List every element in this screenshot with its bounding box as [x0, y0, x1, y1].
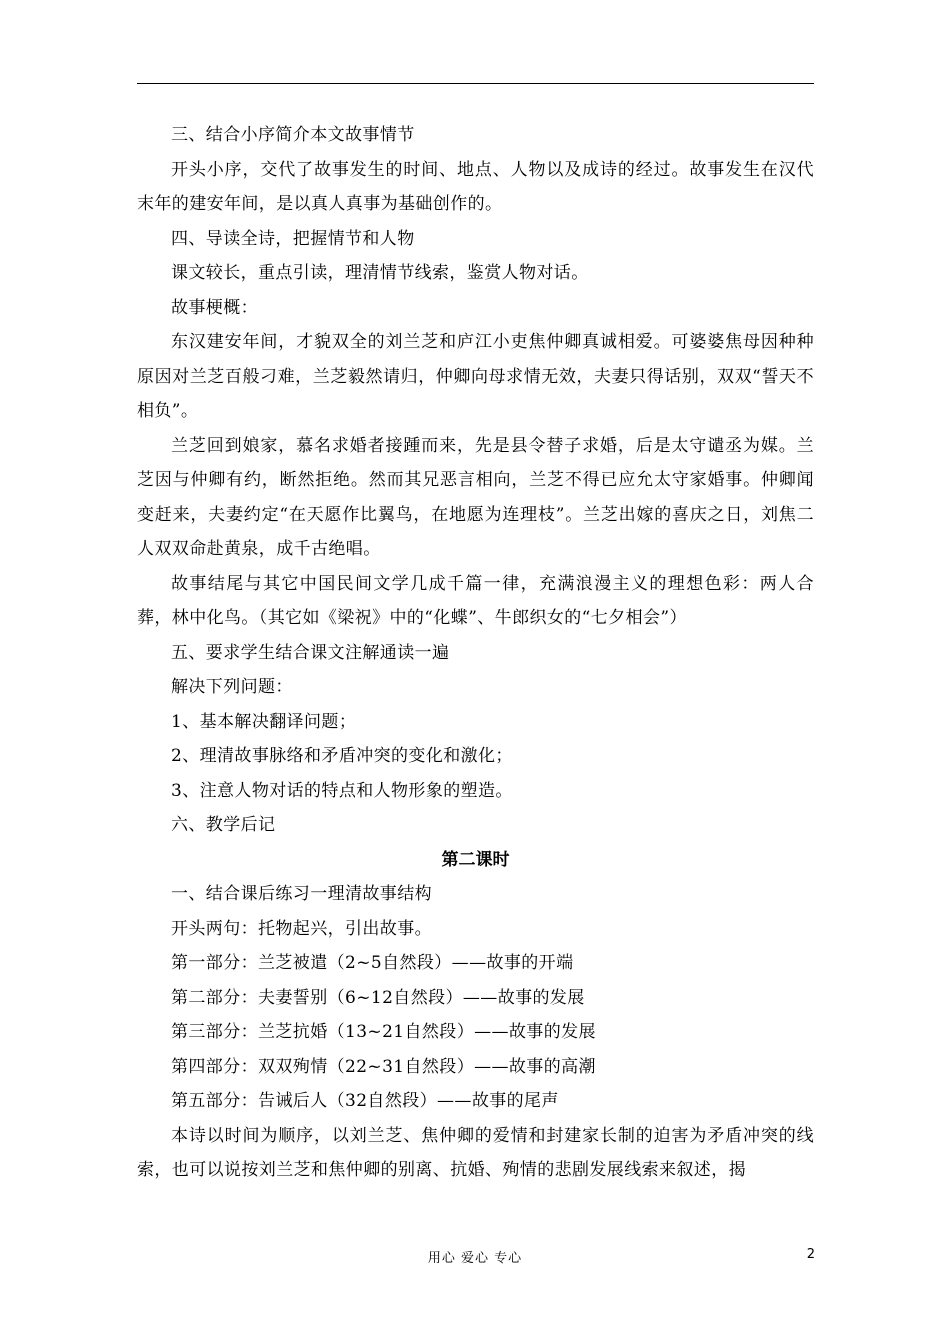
- heading-part-1: 一、结合课后练习一理清故事结构: [171, 884, 432, 904]
- document-body: [137, 118, 814, 1188]
- structure-part-4: 第四部分：双双殉情（22~31自然段）——故事的高潮: [171, 1056, 596, 1077]
- paragraph-summary-2: 兰芝回到娘家，慕名求婚者接踵而来，先是县令替子求婚，后是太守谴丞为媒。兰芝因与仲卿有约，断然拒绝。然而其兄恶言相向，兰芝不得已应允太守家婚事。仲卿闻变赶来，夫妻约定“在天愿作比翼鸟，在地愿为连理枝”。兰芝出嫁的喜庆之日，刘焦二人双双命赴黄泉，成千古绝唱。: [137, 435, 814, 559]
- paragraph-summary-1: 东汉建安年间，才貌双全的刘兰芝和庐江小吏焦仲卿真诚相爱。可婆婆焦母因种种原因对兰芝百般刁难，兰芝毅然请归，仲卿向母求情无效，夫妻只得话别，双双“誓天不相负”。: [137, 332, 814, 421]
- heading-section-5: 五、要求学生结合课文注解通读一遍: [171, 642, 450, 663]
- header-rule: [137, 83, 814, 84]
- structure-part-3: 第三部分：兰芝抗婚（13~21自然段）——故事的发展: [171, 1022, 596, 1042]
- paragraph-intro: 开头小序，交代了故事发生的时间、地点、人物以及成诗的经过。故事发生在汉代末年的建安年间，是以真人真事为基础创作的。: [137, 159, 814, 214]
- paragraph-reading: 课文较长，重点引读，理清情节线索，鉴赏人物对话。: [171, 263, 589, 283]
- section-heading: 第二课时: [441, 849, 510, 870]
- page-number: 2: [806, 1247, 815, 1262]
- heading-section-3: 三、结合小序简介本文故事情节: [171, 125, 415, 145]
- structure-part-1: 第一部分：兰芝被遣（2~5自然段）——故事的开端: [171, 953, 574, 973]
- structure-opening: 开头两句：托物起兴，引出故事。: [171, 918, 432, 939]
- structure-part-2: 第二部分：夫妻誓别（6~12自然段）——故事的发展: [171, 987, 585, 1008]
- list-item-2: 2、理清故事脉络和矛盾冲突的变化和激化；: [171, 746, 513, 766]
- structure-part-5: 第五部分：告诫后人（32自然段）——故事的尾声: [171, 1091, 559, 1111]
- paragraph-conclusion: 本诗以时间为顺序，以刘兰芝、焦仲卿的爱情和封建家长制的迫害为矛盾冲突的线索，也可以说按刘兰芝和焦仲卿的别离、抗婚、殉情的悲剧发展线索来叙述，揭: [137, 1125, 814, 1180]
- label-summary: 故事梗概：: [171, 297, 258, 318]
- label-questions: 解决下列问题：: [171, 677, 293, 697]
- heading-section-6: 六、教学后记: [171, 815, 276, 835]
- heading-section-4: 四、导读全诗，把握情节和人物: [171, 228, 415, 249]
- paragraph-summary-3: 故事结尾与其它中国民间文学几成千篇一律，充满浪漫主义的理想色彩：两人合葬，林中化鸟。（其它如《梁祝》中的“化蝶”、牛郎织女的“七夕相会”）: [137, 573, 814, 628]
- list-item-3: 3、注意人物对话的特点和人物形象的塑造。: [171, 780, 513, 801]
- footer-slogan: 用心 爱心 专心: [427, 1251, 523, 1266]
- list-item-1: 1、基本解决翻译问题；: [171, 711, 357, 732]
